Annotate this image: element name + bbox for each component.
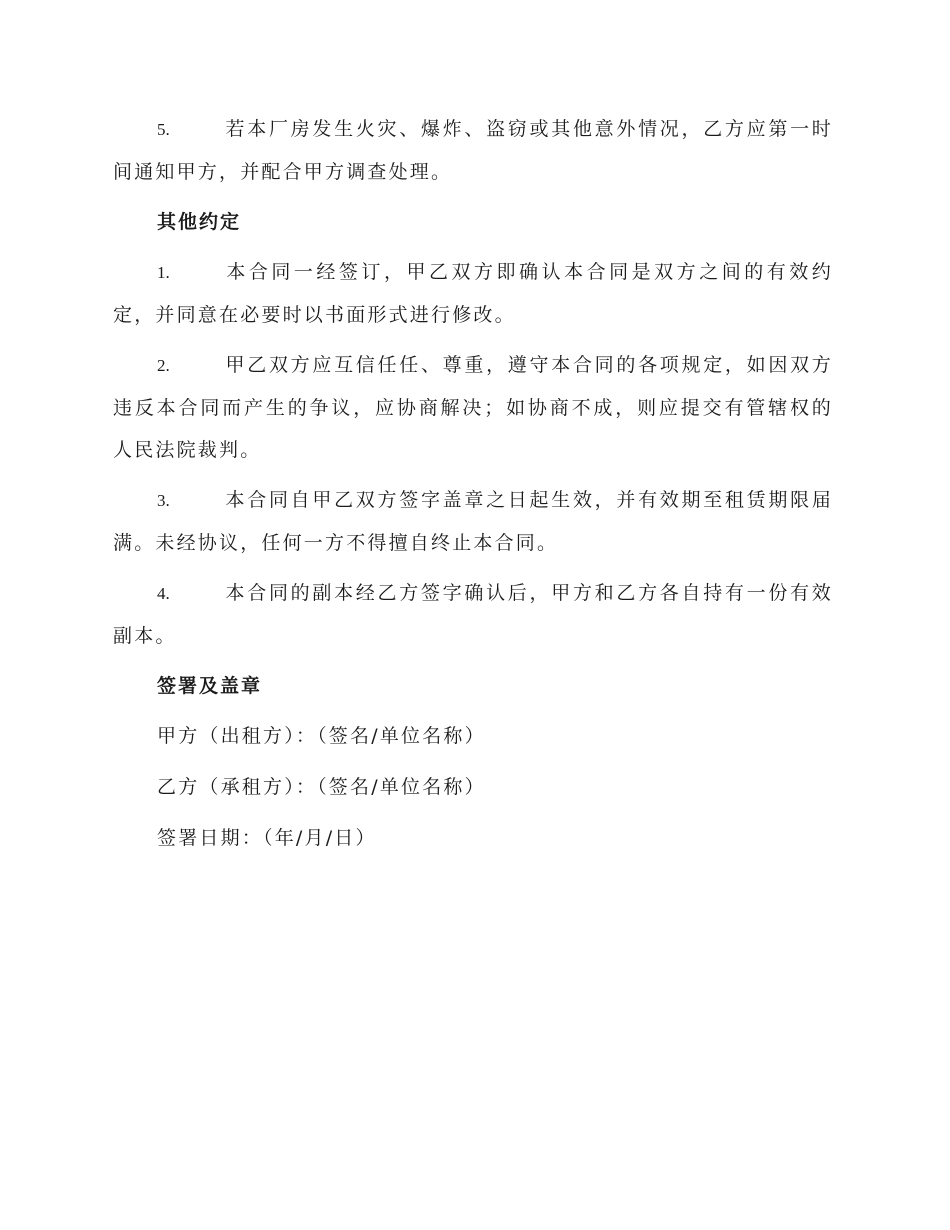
clause-item <box>113 572 833 657</box>
clause-text: 若本厂房发生火灾、爆炸、盗窃或其他意外情况，乙方应第一时间通知甲方，并配合甲方调查处理。 <box>113 118 833 183</box>
clause-item <box>113 479 833 564</box>
clause-text: 甲乙双方应互信任任、尊重，遵守本合同的各项规定，如因双方违反本合同而产生的争议，应协商解决；如协商不成，则应提交有管辖权的人民法院裁判。 <box>113 354 833 461</box>
clause-item <box>113 108 833 193</box>
clause-item <box>113 344 833 471</box>
section-heading-signature: 签署及盖章 <box>157 675 263 697</box>
clause-item <box>113 251 833 336</box>
signing-date-line: 签署日期：（年/月/日） <box>157 827 377 849</box>
clause-number: 2. <box>157 356 170 375</box>
document-body <box>113 108 833 868</box>
clause-number: 1. <box>157 263 170 282</box>
party-b-signature-line: 乙方（承租方）：（签名/单位名称） <box>157 776 486 798</box>
clause-number: 5. <box>157 120 170 139</box>
clause-text: 本合同的副本经乙方签字确认后，甲方和乙方各自持有一份有效副本。 <box>113 582 833 647</box>
clause-number: 4. <box>157 584 170 603</box>
section-heading-other-terms: 其他约定 <box>157 211 242 233</box>
clause-number: 3. <box>157 491 170 510</box>
clause-text: 本合同一经签订，甲乙双方即确认本合同是双方之间的有效约定，并同意在必要时以书面形式进行修改。 <box>113 261 833 326</box>
party-a-signature-line: 甲方（出租方）：（签名/单位名称） <box>157 725 486 747</box>
clause-text: 本合同自甲乙双方签字盖章之日起生效，并有效期至租赁期限届满。未经协议，任何一方不得擅自终止本合同。 <box>113 489 833 554</box>
